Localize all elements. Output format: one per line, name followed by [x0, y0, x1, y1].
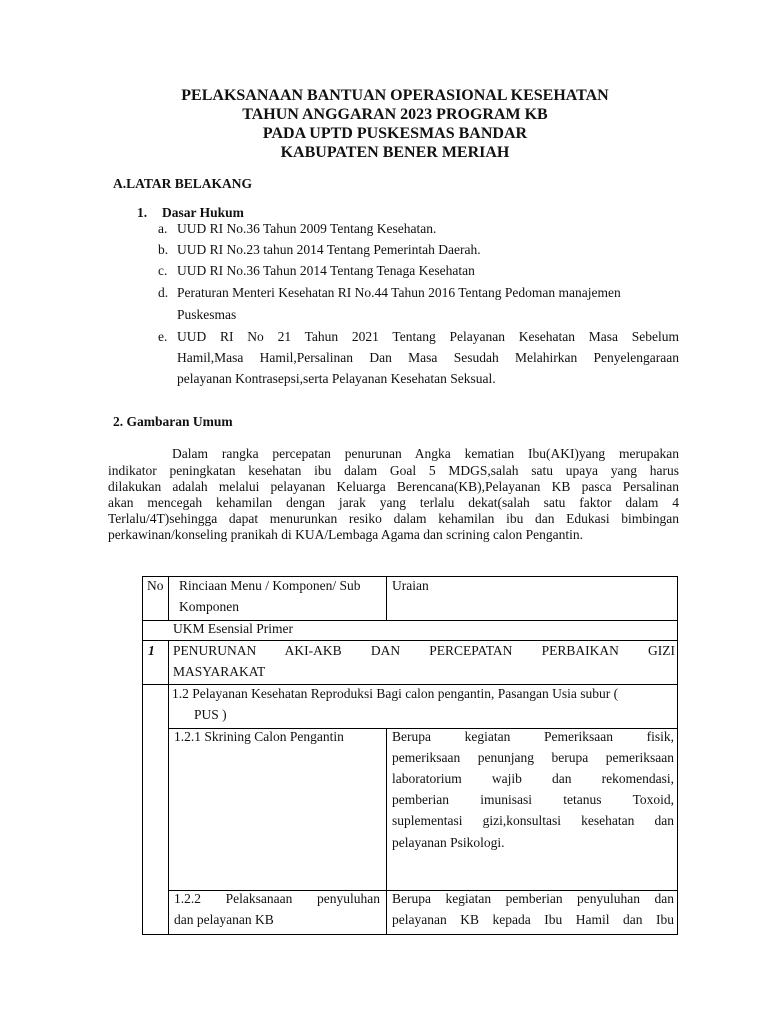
table-row121-uraian-line: Berupa kegiatan Pemeriksaan fisik, — [392, 729, 674, 744]
table-row122-rincian-cont: dan pelayanan KB — [174, 912, 274, 927]
sub2-heading: 2. Gambaran Umum — [113, 414, 233, 429]
title-line-1: PELAKSANAAN BANTUAN OPERASIONAL KESEHATAN — [181, 87, 609, 104]
list-text-continuation: Puskesmas — [177, 307, 237, 322]
table-header-uraian: Uraian — [392, 578, 429, 593]
sub1-number: 1. — [137, 205, 148, 220]
table-row121-uraian-line: pemberian imunisasi tetanus Toxoid, — [392, 792, 674, 807]
table-header-rincian: Rinciaan Menu / Komponen/ Sub — [179, 578, 361, 593]
table-header-rincian-cont: Komponen — [179, 599, 239, 614]
table-rule — [142, 640, 678, 641]
table-row1-title-cont: MASYARAKAT — [173, 664, 266, 679]
table-row122-rincian: 1.2.2 Pelaksanaan penyuluhan — [174, 891, 380, 906]
table-rule — [142, 576, 143, 935]
list-text: Peraturan Menteri Kesehatan RI No.44 Tahun 2016 Tentang Pedoman manajemen — [177, 285, 621, 300]
list-item — [158, 242, 481, 258]
table-row1-no: 1 — [148, 643, 155, 658]
list-marker: b. — [158, 242, 169, 257]
list-text: UUD RI No 21 Tahun 2021 Tentang Pelayanan Kesehatan Masa Sebelum — [177, 329, 679, 344]
list-text: UUD RI No.36 Tahun 2009 Tentang Kesehatan. — [177, 221, 437, 236]
table-row122-uraian-line: Berupa kegiatan pemberian penyuluhan dan — [392, 891, 674, 906]
list-item — [158, 221, 436, 237]
paragraph-line: dilakukan adalah melalui pelayanan Keluarga Berencana(KB),Pelayanan KB pasca Persalinan — [108, 479, 679, 494]
table-row121-uraian-line: pemeriksaan penunjang berupa pemeriksaan — [392, 750, 674, 765]
table-row1-title: PENURUNAN AKI-AKB DAN PERCEPATAN PERBAIKAN GIZI — [173, 643, 675, 658]
table-row12-title: 1.2 Pelayanan Kesehatan Reproduksi Bagi calon pengantin, Pasangan Usia subur ( — [172, 686, 619, 701]
title-line-2: TAHUN ANGGARAN 2023 PROGRAM KB — [242, 106, 548, 123]
list-item — [158, 285, 621, 301]
table-row122-uraian-line: pelayanan KB kepada Ibu Hamil dan Ibu — [392, 912, 674, 927]
table-row121-uraian-line: laboratorium wajib dan rekomendasi, — [392, 771, 674, 786]
table-rule — [168, 576, 169, 620]
paragraph-line: perkawinan/konseling pranikah di KUA/Lembaga Agama dan scrining calon Pengantin. — [108, 527, 583, 542]
list-marker: c. — [158, 263, 168, 278]
table-rule — [386, 728, 387, 935]
section-a-heading: A.LATAR BELAKANG — [113, 176, 253, 191]
list-marker: d. — [158, 285, 169, 300]
table-rule — [677, 576, 678, 935]
table-rule — [168, 640, 169, 935]
table-row121-rincian: 1.2.1 Skrining Calon Pengantin — [174, 729, 344, 744]
list-text-continuation: Hamil,Masa Hamil,Persalinan Dan Masa Sesudah Melahirkan Penyelengaraan — [177, 350, 679, 365]
paragraph-line: akan mencegah kehamilan dengan jarak yang terlalu dekat(salah satu faktor dalam 4 — [108, 495, 679, 510]
list-item — [158, 329, 177, 345]
table-header-no: No — [147, 578, 164, 593]
table-row-ukm: UKM Esensial Primer — [173, 621, 293, 636]
table-rule — [142, 684, 678, 685]
list-marker: a. — [158, 221, 168, 236]
list-text: UUD RI No.23 tahun 2014 Tentang Pemerintah Daerah. — [177, 242, 481, 257]
table-row121-uraian-line: pelayanan Psikologi. — [392, 835, 505, 850]
paragraph-line: Dalam rangka percepatan penurunan Angka kematian Ibu(AKI)yang merupakan — [172, 446, 679, 461]
table-rule — [386, 576, 387, 620]
list-text: UUD RI No.36 Tahun 2014 Tentang Tenaga Kesehatan — [177, 263, 475, 278]
table-row121-uraian-line: suplementasi gizi,konsultasi kesehatan dan — [392, 813, 674, 828]
list-text-continuation: pelayanan Kontrasepsi,serta Pelayanan Kesehatan Seksual. — [177, 371, 496, 386]
paragraph-line: Terlalu/4T)sehingga dapat menurunkan resiko dalam kehamilan ibu dan Edukasi bimbingan — [108, 511, 679, 526]
table-rule — [142, 576, 678, 577]
paragraph-line: indikator peningkatan kesehatan ibu dalam Goal 5 MDGS,salah satu upaya yang harus — [108, 463, 679, 478]
title-line-4: KABUPATEN BENER MERIAH — [280, 144, 510, 161]
list-item — [158, 263, 475, 279]
title-line-3: PADA UPTD PUSKESMAS BANDAR — [262, 125, 528, 142]
sub1-heading: Dasar Hukum — [162, 205, 244, 220]
table-rule — [142, 934, 678, 935]
list-marker: e. — [158, 329, 168, 344]
table-row12-title-cont: PUS ) — [194, 707, 227, 722]
